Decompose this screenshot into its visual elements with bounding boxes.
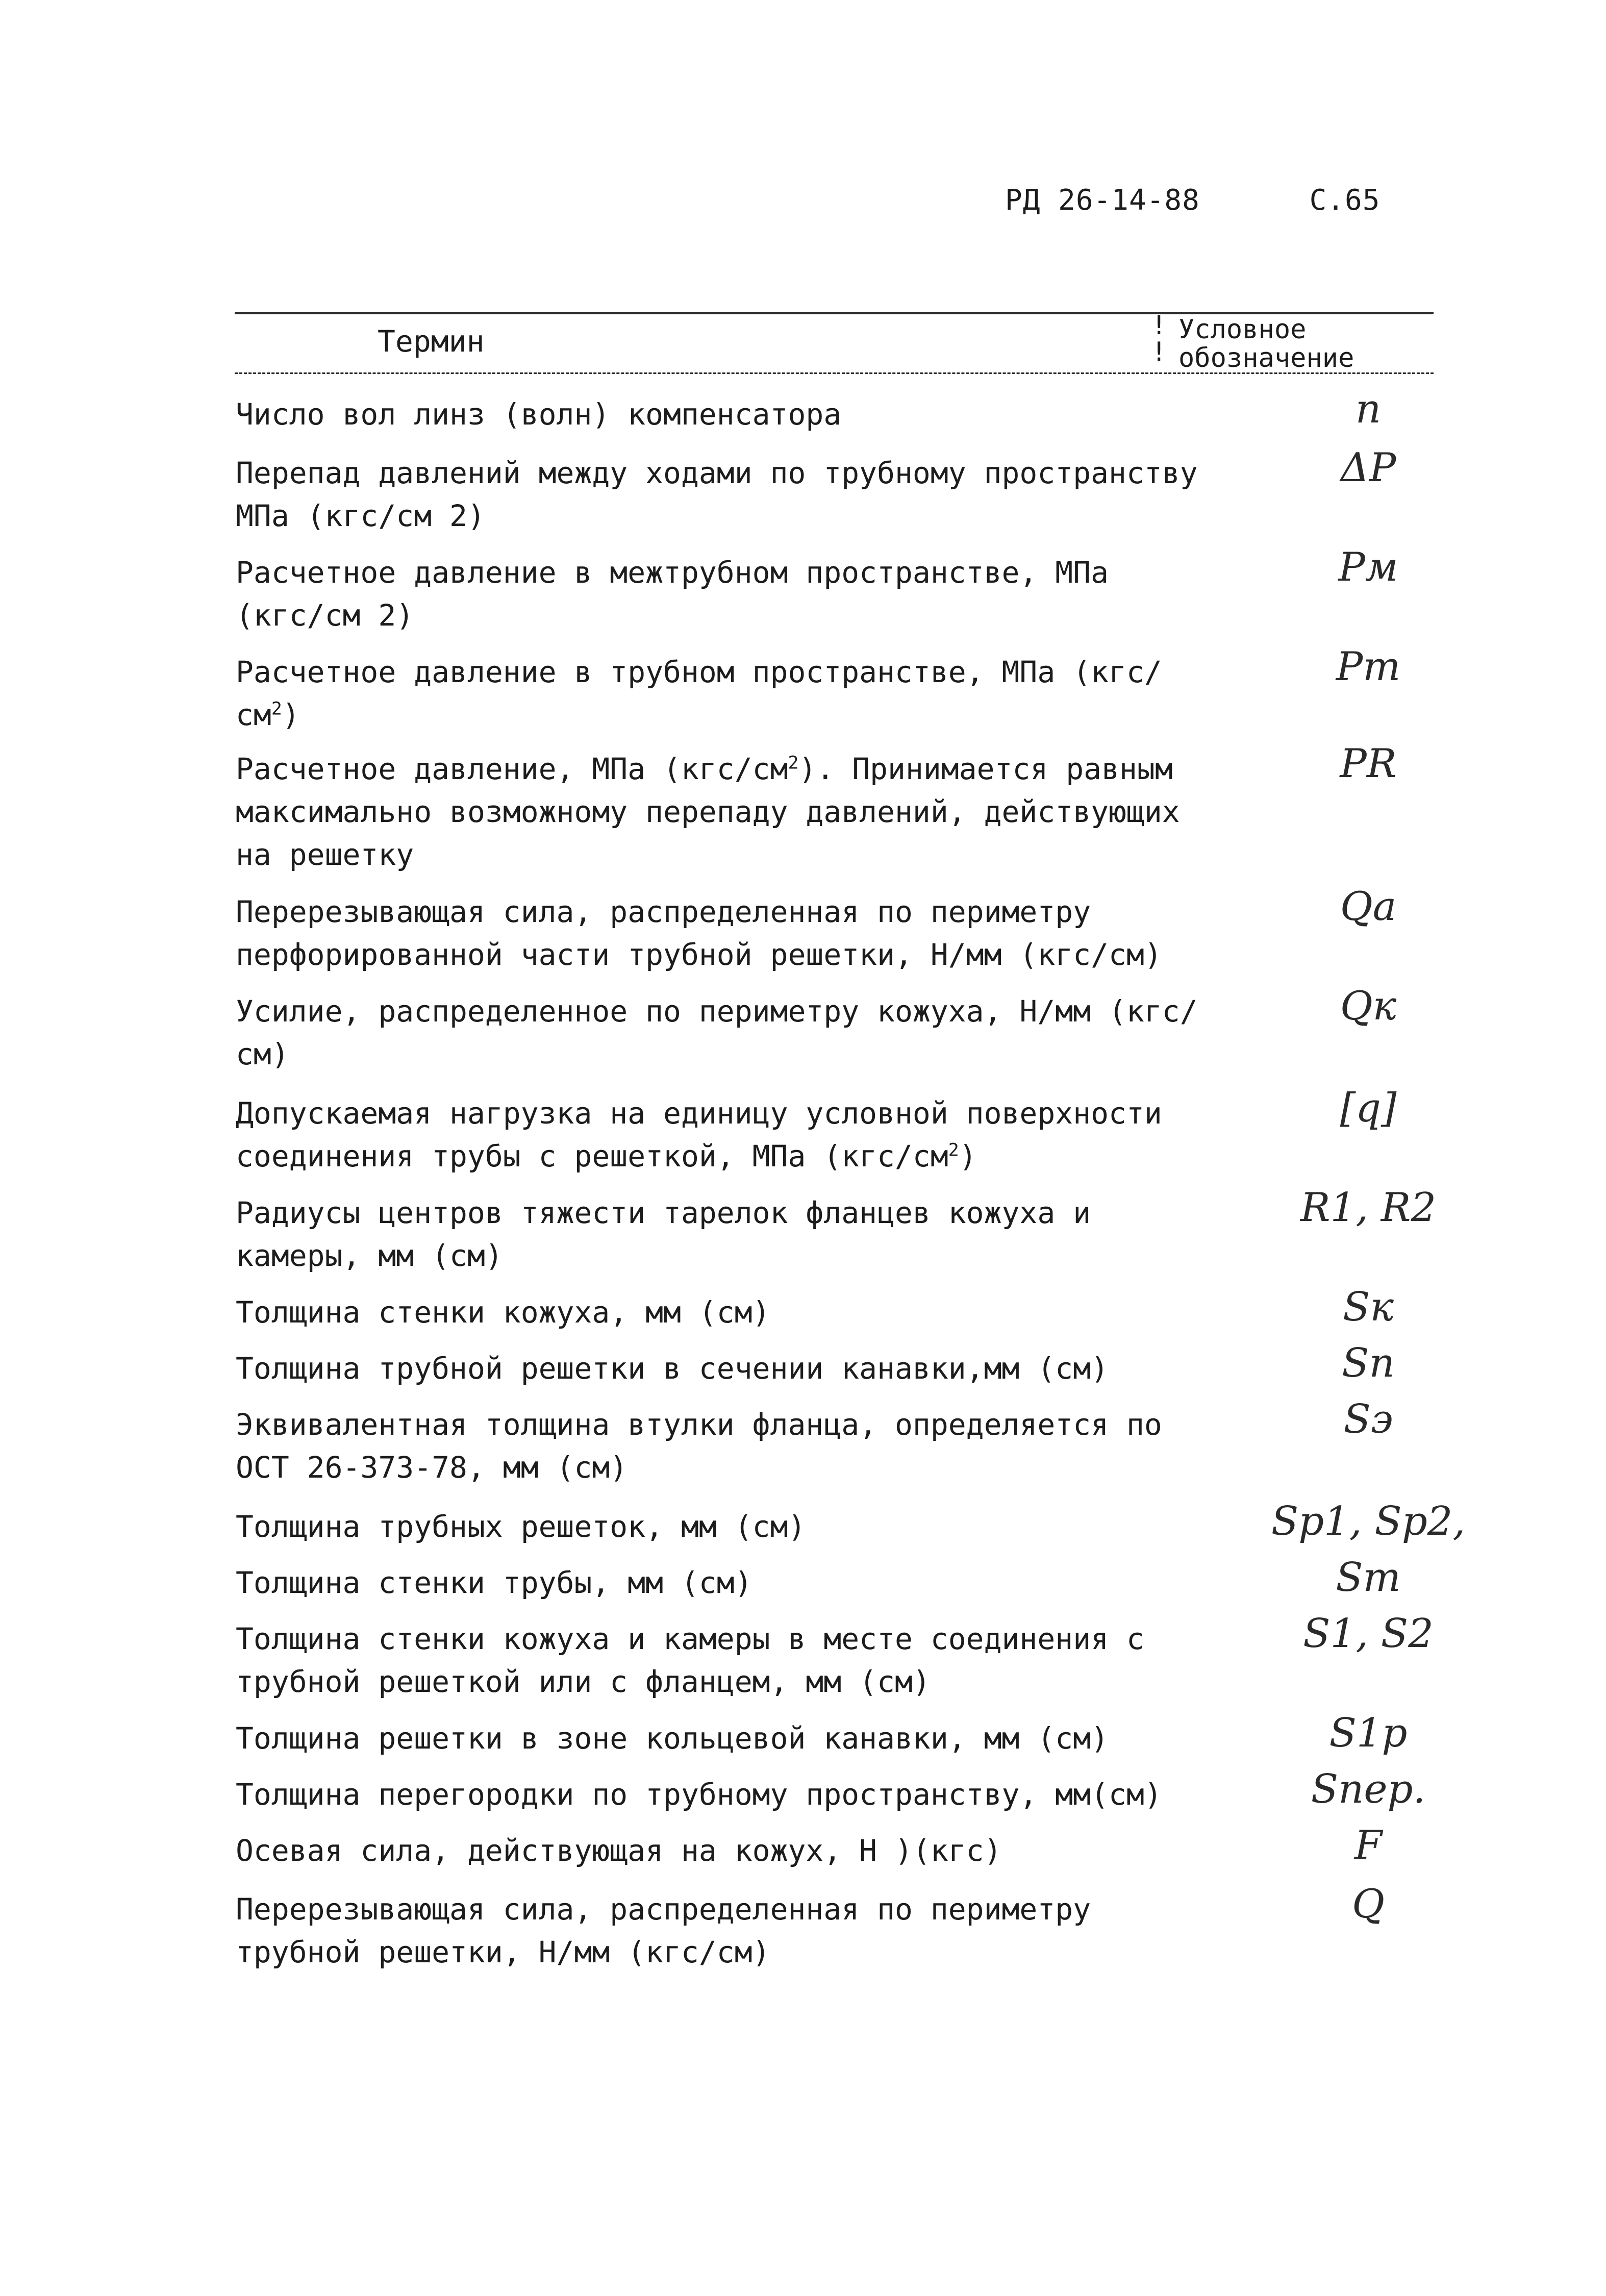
symbol-cell: S1p — [1329, 1710, 1408, 1756]
symbol-cell: [q] — [1340, 1085, 1397, 1131]
term-cell: Перепад давлений между ходами по трубному пространству МПа (кгс/см 2) — [236, 456, 1198, 533]
symbol-cell: Qa — [1340, 884, 1397, 930]
table-row — [236, 1766, 1435, 1816]
symbol-cell: Sp1, Sp2, — [1271, 1499, 1466, 1544]
table-row — [236, 741, 1435, 876]
column-header-symbol-line2: обозначение — [1178, 343, 1354, 373]
symbol-cell: Sn — [1342, 1340, 1395, 1386]
document-code: РД 26-14-88 — [1005, 184, 1200, 217]
symbol-cell: n — [1355, 386, 1382, 432]
table-row — [236, 1340, 1435, 1390]
term-cell: Толщина трубных решеток, мм (см) — [236, 1509, 806, 1544]
table-row — [236, 1881, 1435, 1974]
symbol-cell: Q — [1352, 1881, 1385, 1927]
table-row — [236, 386, 1435, 436]
table-row — [236, 1499, 1466, 1548]
symbol-cell: Pт — [1336, 644, 1401, 690]
term-cell: Толщина стенки кожуха, мм (см) — [236, 1295, 770, 1330]
symbol-cell: Sпер. — [1311, 1766, 1426, 1812]
column-separator: ! ! — [1151, 310, 1167, 367]
symbol-cell: ΔP — [1340, 445, 1396, 491]
table-row — [236, 1185, 1437, 1277]
table-row — [236, 1611, 1435, 1703]
symbol-cell: Sт — [1336, 1555, 1401, 1601]
term-cell: Расчетное давление в межтрубном пространстве, МПа (кгс/см 2) — [236, 555, 1109, 633]
table-row — [236, 1710, 1435, 1760]
symbol-cell: Sэ — [1343, 1396, 1393, 1442]
table-row — [236, 544, 1435, 637]
term-cell: Число вол линз (волн) компенсатора — [236, 397, 842, 432]
term-cell: Допускаемая нагрузка на единицу условной поверхности соединения трубы с решеткой, МПа $(кгс/см^2)$ — [236, 1096, 1162, 1174]
term-cell: Толщина трубной решетки в сечении канавки,мм (см) — [236, 1351, 1109, 1386]
symbol-cell: Qк — [1340, 983, 1397, 1029]
column-header-symbol-line1: Условное — [1178, 314, 1307, 345]
page-number: С.65 — [1309, 184, 1381, 217]
term-cell: Перерезывающая сила, распределенная по периметру трубной решетки, Н/мм (кгс/см) — [236, 1892, 1091, 1969]
term-cell: Толщина стенки кожуха и камеры в месте соединения с трубной решеткой или с фланцем, мм (см) — [236, 1621, 1144, 1699]
term-cell: Осевая сила, действующая на кожух, Н )(кгс) — [236, 1833, 1002, 1868]
symbol-cell: F — [1354, 1823, 1383, 1868]
term-cell: Расчетное давление, МПа $(кгс/см^2)$. Принимается равным максимально возможному перепаду давлений, действующих на решетку — [236, 752, 1180, 872]
table-row — [236, 1823, 1435, 1872]
column-header-term: Термин — [378, 324, 485, 359]
term-cell: Эквивалентная толщина втулки фланца, определяется по ОСТ 26-373-78, мм (см) — [236, 1407, 1162, 1485]
table-row — [236, 884, 1435, 976]
term-cell: Толщина перегородки по трубному пространству, мм(см) — [236, 1777, 1162, 1812]
symbol-cell: Pм — [1338, 544, 1398, 590]
table-row — [236, 644, 1435, 736]
term-cell: Радиусы центров тяжести тарелок фланцев кожуха и камеры, мм (см) — [236, 1195, 1091, 1273]
symbol-cell: Sк — [1342, 1284, 1394, 1330]
term-cell: Расчетное давление в трубном пространстве, МПа $(кгс/см^2)$ — [236, 655, 1162, 732]
symbol-cell: PR — [1340, 741, 1397, 787]
table-row — [236, 1555, 1435, 1604]
table-row — [236, 983, 1435, 1076]
page-header — [1005, 184, 1380, 217]
table-row — [236, 1085, 1435, 1178]
symbol-cell: S1, S2 — [1303, 1611, 1434, 1657]
term-cell: Усилие, распределенное по периметру кожуха, Н/мм (кгс/см) — [236, 994, 1198, 1071]
term-cell: Толщина стенки трубы, мм (см) — [236, 1565, 752, 1600]
symbol-cell: R1, R2 — [1300, 1185, 1437, 1231]
term-cell: Толщина решетки в зоне кольцевой канавки, мм (см) — [236, 1721, 1109, 1756]
term-cell: Перерезывающая сила, распределенная по периметру перфорированной части трубной решетки, Н/мм (кгс/см) — [236, 894, 1162, 972]
table-row — [236, 1284, 1435, 1334]
table-row — [236, 1396, 1435, 1489]
column-header-symbol — [1178, 315, 1434, 372]
table-row — [236, 445, 1435, 537]
table-header-rule — [235, 372, 1434, 374]
